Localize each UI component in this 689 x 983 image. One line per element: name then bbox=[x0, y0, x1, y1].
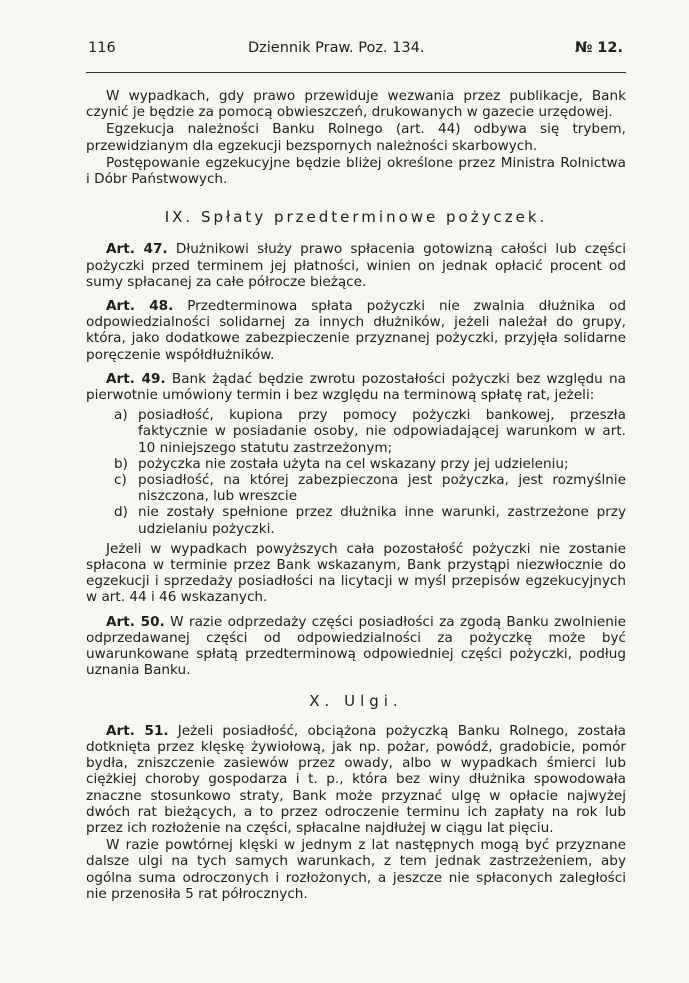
article-text: Jeżeli posiadłość, obciążona pożyczką Banku Rolnego, została dotknięta przez klęskę żywiołową, jak np. pożar, powódź, gradobicie, pomór bydła, zniszczenie zasiewów przez owady, albo w wypadkach śmierci lub ciężkiej choroby gospodarza i t. p., która bez winy dłużnika spowodowała znaczne stosunkowo straty, Bank może przyznać ulgę w opłacie najwyżej dwóch rat bieżących, a to przez odroczenie terminu ich zapłaty na rok lub przez ich rozłożenie na części, spłacalne najdłużej w ciągu lat pięciu. bbox=[86, 722, 627, 836]
item-letter: d) bbox=[114, 504, 128, 521]
document-body bbox=[86, 88, 626, 902]
item-text: posiadłość, kupiona przy pomocy pożyczki bankowej, przeszła faktycznie w posiadanie osoby, nie odpowiadającej warunkom w art. 10 niniejszego statutu zastrzeżonym; bbox=[138, 407, 626, 456]
item-text: nie zostały spełnione przez dłużnika inne warunki, zastrzeżone przy udzielaniu pożyczki. bbox=[138, 504, 626, 537]
list-item bbox=[114, 472, 626, 504]
paragraph: Egzekucja należności Banku Rolnego (art. 44) odbywa się trybem, przewidzianym dla egzekucji bezspornych należności skarbowych. bbox=[86, 121, 626, 154]
item-letter: a) bbox=[114, 407, 128, 424]
article-50 bbox=[86, 614, 626, 679]
article-label: Art. 47. bbox=[106, 241, 168, 258]
article-48 bbox=[86, 298, 626, 363]
list-item bbox=[114, 456, 626, 472]
article-47 bbox=[86, 241, 626, 290]
article-text: Dłużnikowi służy prawo spłacenia gotowizną całości lub części pożyczki przed terminem jej płatności, winien on jednak opłacić procent od sumy spłacanej za całe półrocze bieżące. bbox=[86, 241, 626, 290]
page-header bbox=[88, 40, 623, 62]
section-heading-ix: IX. Spłaty przedterminowe pożyczek. bbox=[164, 208, 548, 227]
article-label: Art. 50. bbox=[106, 613, 165, 630]
article-label: Art. 48. bbox=[106, 298, 174, 315]
item-text: pożyczka nie została użyta na cel wskazany przy jej udzieleniu; bbox=[138, 455, 569, 472]
article-49 bbox=[86, 371, 626, 403]
article-text: W razie odprzedaży części posiadłości za zgodą Banku zwolnienie odprzedawanej części od odpowiedzialności za pożyczkę może być uwarunkowane spłatą przedterminową odpowiedniej części pożyczki, podług uznania Banku. bbox=[86, 613, 627, 679]
item-letter: b) bbox=[114, 455, 128, 472]
item-letter: c) bbox=[114, 472, 127, 489]
issue-number: № 12. bbox=[574, 40, 623, 56]
list-item bbox=[114, 407, 626, 456]
conditions-list bbox=[86, 407, 626, 537]
item-text: posiadłość, na której zabezpieczona jest pożyczka, jest rozmyślnie niszczona, lub wreszcie bbox=[138, 472, 626, 505]
article-text: Przedterminowa spłata pożyczki nie zwalnia dłużnika od odpowiedzialności solidarnej za innych dłużników, jeżeli należał do grupy, która, jako dodatkowe zabezpieczenie przyznanej pożyczki, przyjęła solidarne poręczenie współdłużników. bbox=[86, 298, 627, 363]
article-text: Bank żądać będzie zwrotu pozostałości pożyczki bez względu na pierwotnie umówiony termin i bez względu na terminową spłatę rat, jeżeli: bbox=[86, 370, 626, 404]
paragraph: Postępowanie egzekucyjne będzie bliżej określone przez Ministra Rolnictwa i Dóbr Państwowych. bbox=[86, 154, 626, 188]
paragraph: Jeżeli w wypadkach powyższych cała pozostałość pożyczki nie zostanie spłacona w terminie przez Bank wskazanym, Bank przystąpi niezwłocznie do egzekucji i sprzedaży posiadłości na licytacji w myśl przepisów egzekucyjnych w art. 44 i 46 wskazanych. bbox=[86, 540, 626, 606]
article-51 bbox=[86, 723, 626, 836]
header-rule bbox=[86, 72, 626, 73]
paragraph: W wypadkach, gdy prawo przewiduje wezwania przez publikacje, Bank czynić je będzie za pomocą obwieszczeń, drukowanych w gazecie urzędowej. bbox=[86, 88, 626, 121]
page-number: 116 bbox=[88, 40, 116, 56]
journal-reference: Dziennik Praw. Poz. 134. bbox=[248, 40, 425, 56]
article-label: Art. 51. bbox=[106, 722, 169, 739]
section-heading-x: X. Ulgi. bbox=[309, 691, 403, 710]
paragraph: W razie powtórnej klęski w jednym z lat następnych mogą być przyznane dalsze ulgi na tych samych warunkach, z tem jednak zastrzeżeniem, aby ogólna suma odroczonych i rozłożonych, a jeszcze nie spłaconych zaległości nie przenosiła 5 rat półrocznych. bbox=[86, 837, 626, 902]
list-item bbox=[114, 504, 626, 536]
article-label: Art. 49. bbox=[106, 370, 166, 387]
